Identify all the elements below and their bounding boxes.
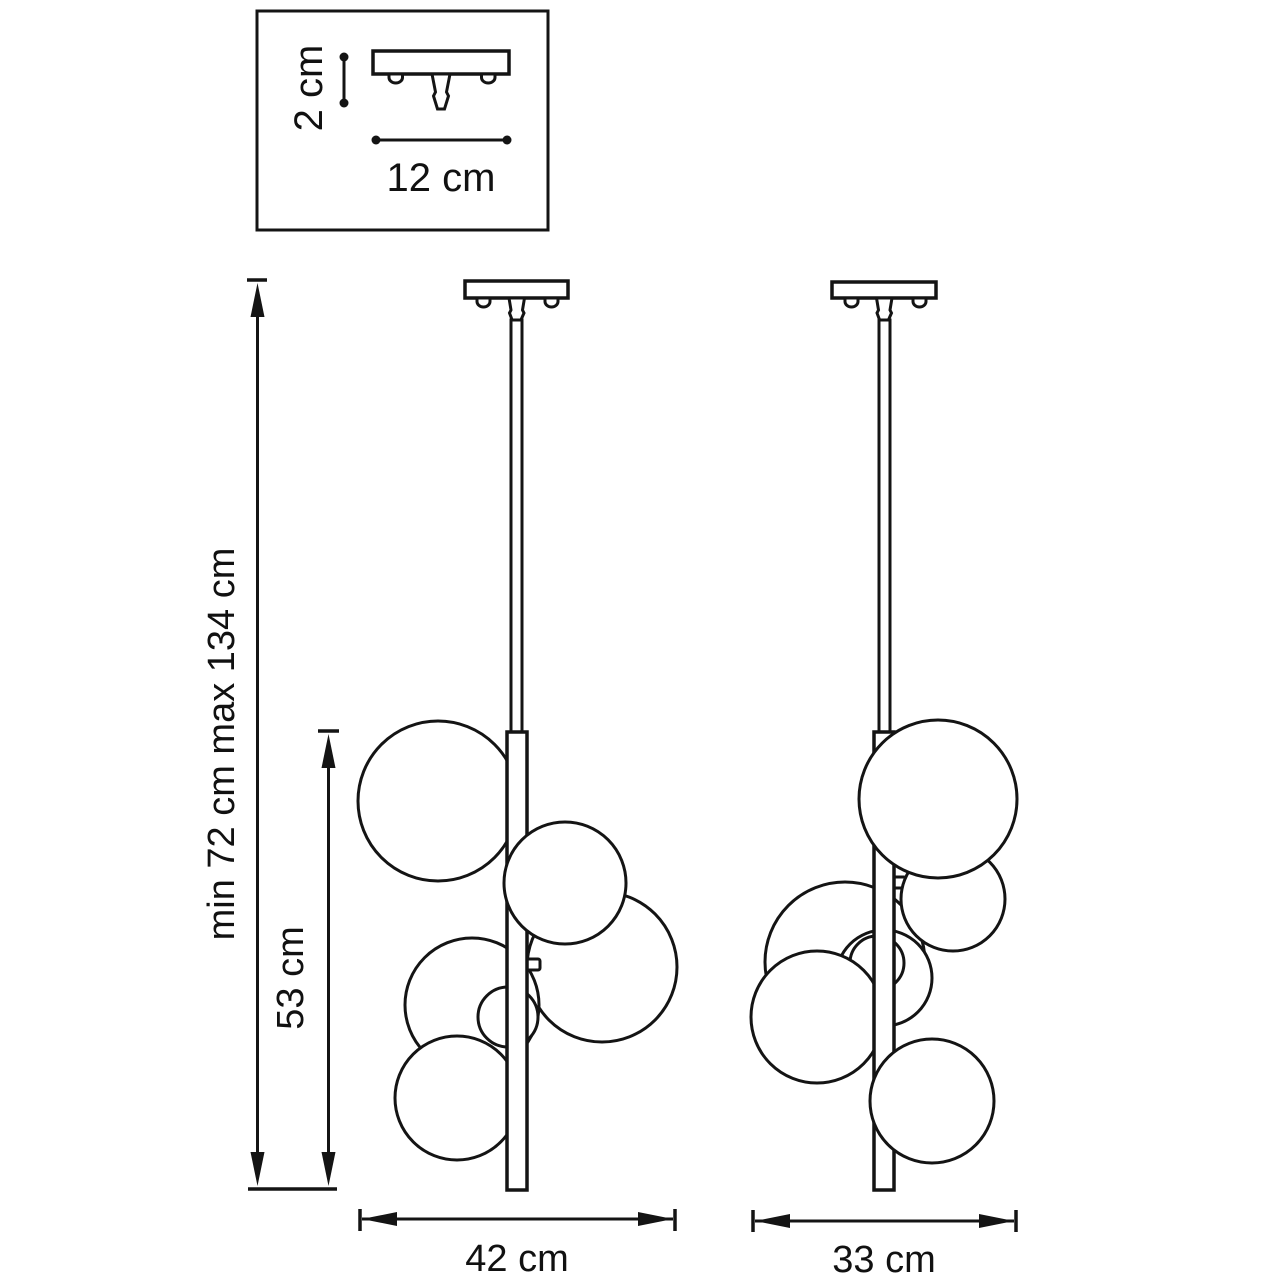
mounting-screw-icon (389, 74, 403, 83)
mounting-screw-icon (482, 74, 496, 83)
dimension-dot (372, 136, 381, 145)
dimension-label-fixture-height: 53 cm (270, 926, 312, 1030)
suspension-rod (879, 320, 890, 733)
lamp-stem (507, 732, 527, 1190)
glass-globe (504, 822, 626, 944)
canopy-plate (832, 282, 936, 298)
glass-globe (859, 720, 1017, 878)
dimension-dot (503, 136, 512, 145)
glass-globe (358, 721, 518, 881)
dimension-dot (340, 53, 349, 62)
canopy-plate (373, 51, 509, 74)
dimension-label-canopy-width: 12 cm (386, 156, 496, 200)
glass-globe (870, 1039, 994, 1163)
mounting-screw-icon (477, 298, 490, 307)
ceiling-connector (432, 74, 450, 109)
dimension-label-side-width: 33 cm (832, 1239, 936, 1280)
suspension-rod (511, 320, 522, 733)
ceiling-connector (877, 298, 893, 321)
dimension-label-canopy-height: 2 cm (287, 44, 331, 132)
glass-globe (751, 951, 883, 1083)
canopy-plate (465, 281, 568, 298)
mounting-screw-icon (845, 298, 858, 307)
glass-globe (395, 1036, 519, 1160)
mounting-screw-icon (913, 298, 926, 307)
dimension-label-front-width: 42 cm (465, 1238, 569, 1280)
dimension-dot (340, 99, 349, 108)
dimension-label-overall-height: min 72 cm max 134 cm (201, 547, 243, 941)
ceiling-connector (509, 298, 525, 321)
mounting-screw-icon (545, 298, 558, 307)
